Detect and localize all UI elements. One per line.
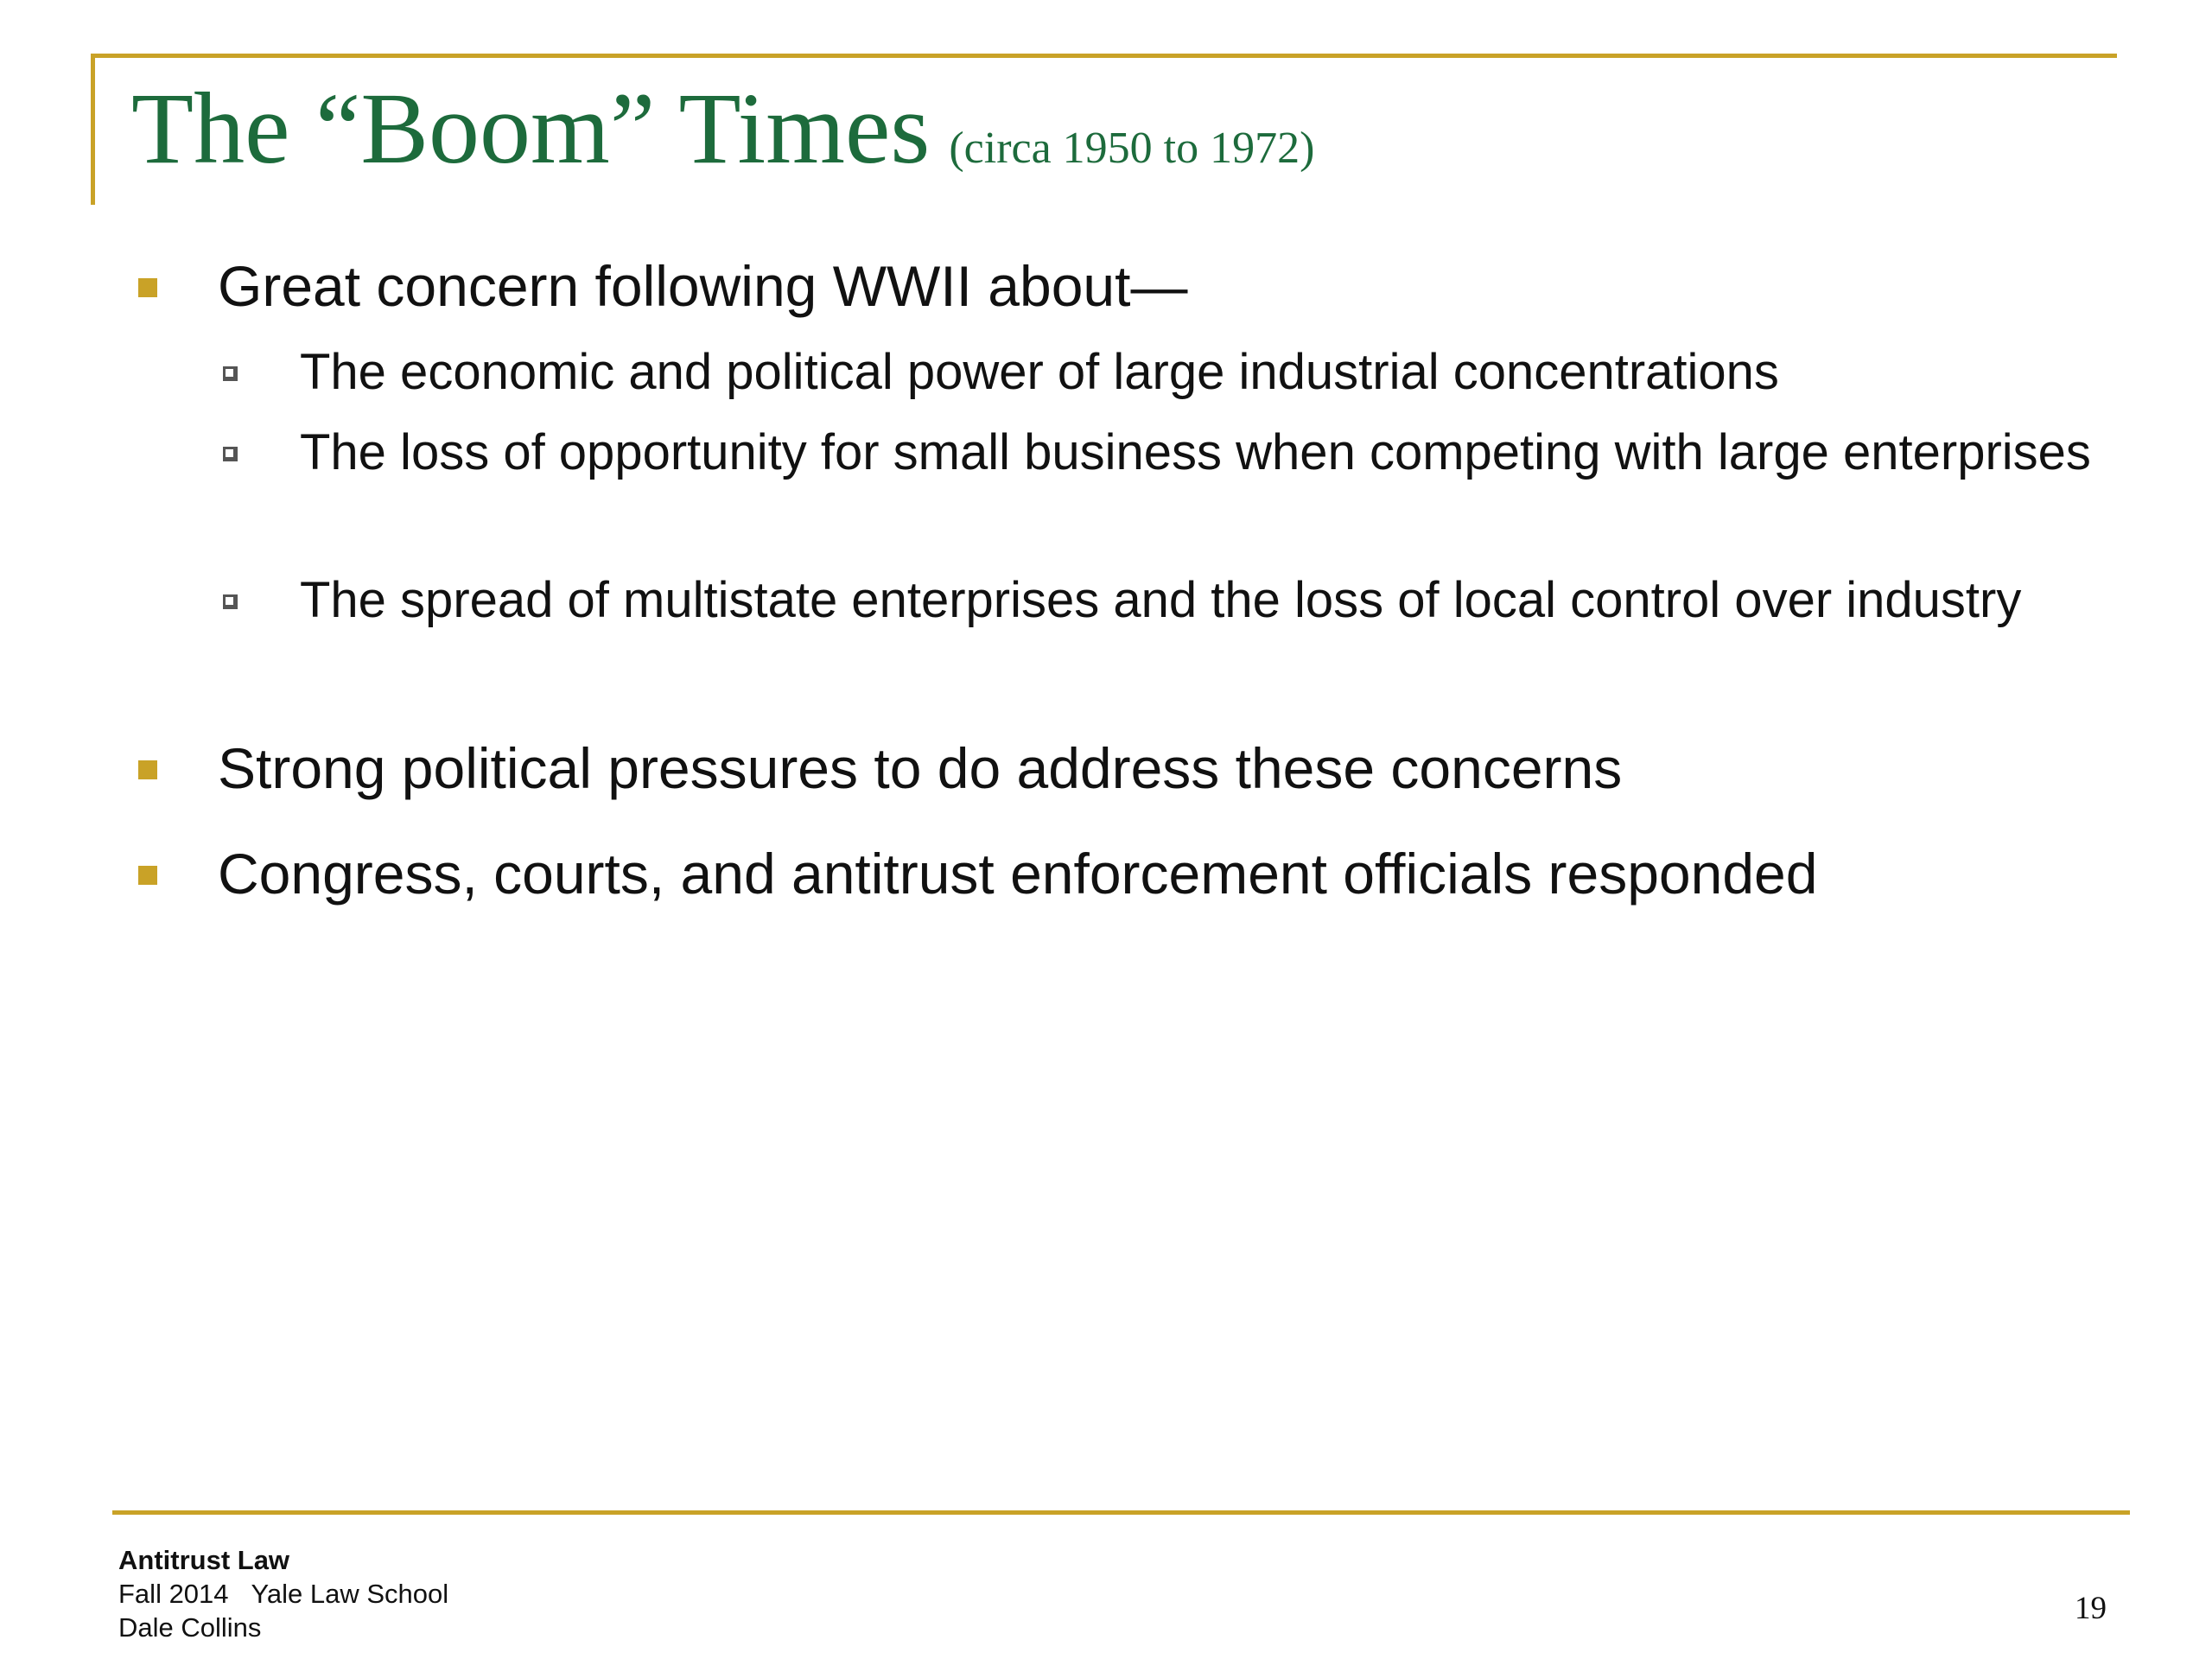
title-frame-top-rule — [91, 54, 2117, 58]
subbullet-1-text: The economic and political power of large industrial concentrations — [300, 344, 1779, 400]
slide-title-main: The “Boom” Times — [131, 72, 931, 185]
subbullet-2-text: The loss of opportunity for small business when competing with large enterprises — [300, 424, 2091, 480]
slide-title-subtitle: (circa 1950 to 1972) — [949, 124, 1315, 173]
bullet-1-text: Great concern following WWII about— — [218, 254, 1188, 318]
hollow-square-bullet-icon — [223, 447, 238, 461]
slide-title — [131, 72, 1315, 185]
hollow-square-bullet-icon — [223, 366, 238, 381]
footer-author: Dale Collins — [118, 1612, 262, 1643]
footer — [118, 1543, 448, 1644]
subbullet-3-text: The spread of multistate enterprises and the loss of local control over industry — [300, 572, 2022, 628]
title-frame-left-rule — [91, 54, 95, 205]
square-bullet-icon — [138, 866, 157, 885]
hollow-square-bullet-icon — [223, 594, 238, 609]
bullet-2-text: Strong political pressures to do address these concerns — [218, 736, 1623, 800]
square-bullet-icon — [138, 278, 157, 297]
bullet-3-text: Congress, courts, and antitrust enforcement officials responded — [218, 842, 1818, 906]
square-bullet-icon — [138, 760, 157, 779]
page-number: 19 — [2075, 1591, 2107, 1626]
footer-course: Antitrust Law — [118, 1545, 290, 1575]
footer-school: Yale Law School — [251, 1579, 449, 1609]
footer-term: Fall 2014 — [118, 1579, 229, 1609]
footer-term-line — [118, 1577, 448, 1611]
footer-rule — [112, 1510, 2130, 1515]
